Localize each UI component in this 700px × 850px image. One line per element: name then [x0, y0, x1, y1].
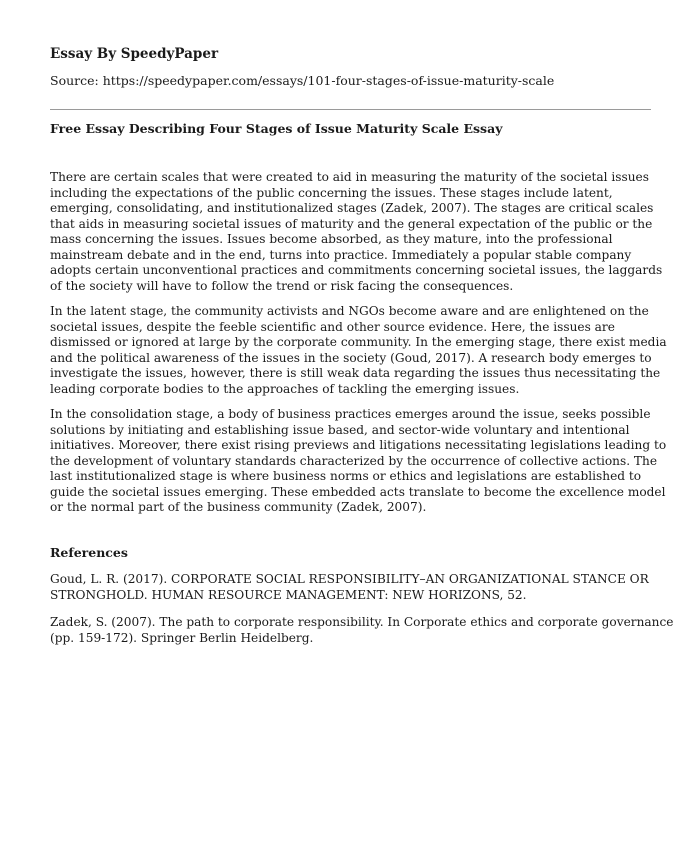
reference-item: [50, 572, 660, 603]
paragraph-line: investigate the issues, however, there is still weak data regarding the issues thus necessitating the: [50, 366, 661, 380]
paragraph-line: adopts certain unconventional practices and commitments concerning societal issues, the laggards: [50, 263, 663, 277]
paragraph-line: guide the societal issues emerging. These embedded acts translate to become the excellence model: [50, 484, 666, 499]
document-header-title: Essay By SpeedyPaper: [50, 46, 219, 62]
references-list: [50, 572, 674, 658]
paragraph-line: of the society will have to follow the trend or risk facing the consequences.: [50, 278, 514, 293]
essay-body: [50, 170, 667, 526]
source-url-line: Source: https://speedypaper.com/essays/101-four-stages-of-issue-maturity-scale: [50, 73, 555, 88]
paragraph-line: There are certain scales that were created to aid in measuring the maturity of the societal issues: [50, 170, 649, 184]
paragraph-line: emerging, consolidating, and institutionalized stages (Zadek, 2007). The stages are critical scales: [50, 201, 654, 215]
paragraph-3: [50, 407, 667, 516]
paragraph-line: mainstream debate and in the end, turns into practice. Immediately a popular stable company: [50, 247, 632, 262]
reference-item: [50, 615, 674, 646]
paragraph-line: leading corporate bodies to the approaches of tackling the emerging issues.: [50, 381, 520, 396]
header-divider: [50, 109, 651, 110]
paragraph-line: mass concerning the issues. Issues become absorbed, as they mature, into the professional: [50, 232, 613, 246]
paragraph-line: and the political awareness of the issues in the society (Goud, 2017). A research body emerges to: [50, 350, 652, 365]
paragraph-line: solutions by initiating and establishing issue based, and sector-wide voluntary and intentional: [50, 422, 630, 437]
paragraph-line: or the normal part of the business community (Zadek, 2007).: [50, 500, 427, 514]
paragraph-line: dismissed or ignored at large by the corporate community. In the emerging stage, there exist media: [50, 335, 667, 349]
reference-line: Zadek, S. (2007). The path to corporate responsibility. In Corporate ethics and corporate governance: [50, 615, 674, 629]
paragraph-line: that aids in measuring societal issues of maturity and the general expectation of the public or the: [50, 216, 653, 231]
paragraph-line: In the consolidation stage, a body of business practices emerges around the issue, seeks possible: [50, 407, 651, 421]
paragraph-line: the development of voluntary standards characterized by the occurrence of collective actions. The: [50, 453, 658, 468]
paragraph-line: last institutionalized stage is where business norms or ethics and legislations are established to: [50, 469, 642, 483]
reference-line: (pp. 159-172). Springer Berlin Heidelberg.: [50, 630, 314, 645]
paragraph-line: including the expectations of the public concerning the issues. These stages include latent,: [50, 185, 613, 200]
paragraph-line: societal issues, despite the feeble scientific and other source evidence. Here, the issues are: [50, 319, 615, 334]
paragraph-line: In the latent stage, the community activists and NGOs become aware and are enlightened on the: [50, 304, 649, 318]
essay-title: Free Essay Describing Four Stages of Issue Maturity Scale Essay: [50, 121, 503, 136]
reference-line: STRONGHOLD. HUMAN RESOURCE MANAGEMENT: NEW HORIZONS, 52.: [50, 587, 527, 602]
paragraph-1: [50, 170, 663, 294]
references-heading: References: [50, 545, 128, 560]
reference-line: Goud, L. R. (2017). CORPORATE SOCIAL RESPONSIBILITY–AN ORGANIZATIONAL STANCE OR: [50, 572, 649, 586]
paragraph-line: initiatives. Moreover, there exist rising previews and litigations necessitating legislations leading to: [50, 438, 667, 452]
paragraph-2: [50, 304, 667, 397]
